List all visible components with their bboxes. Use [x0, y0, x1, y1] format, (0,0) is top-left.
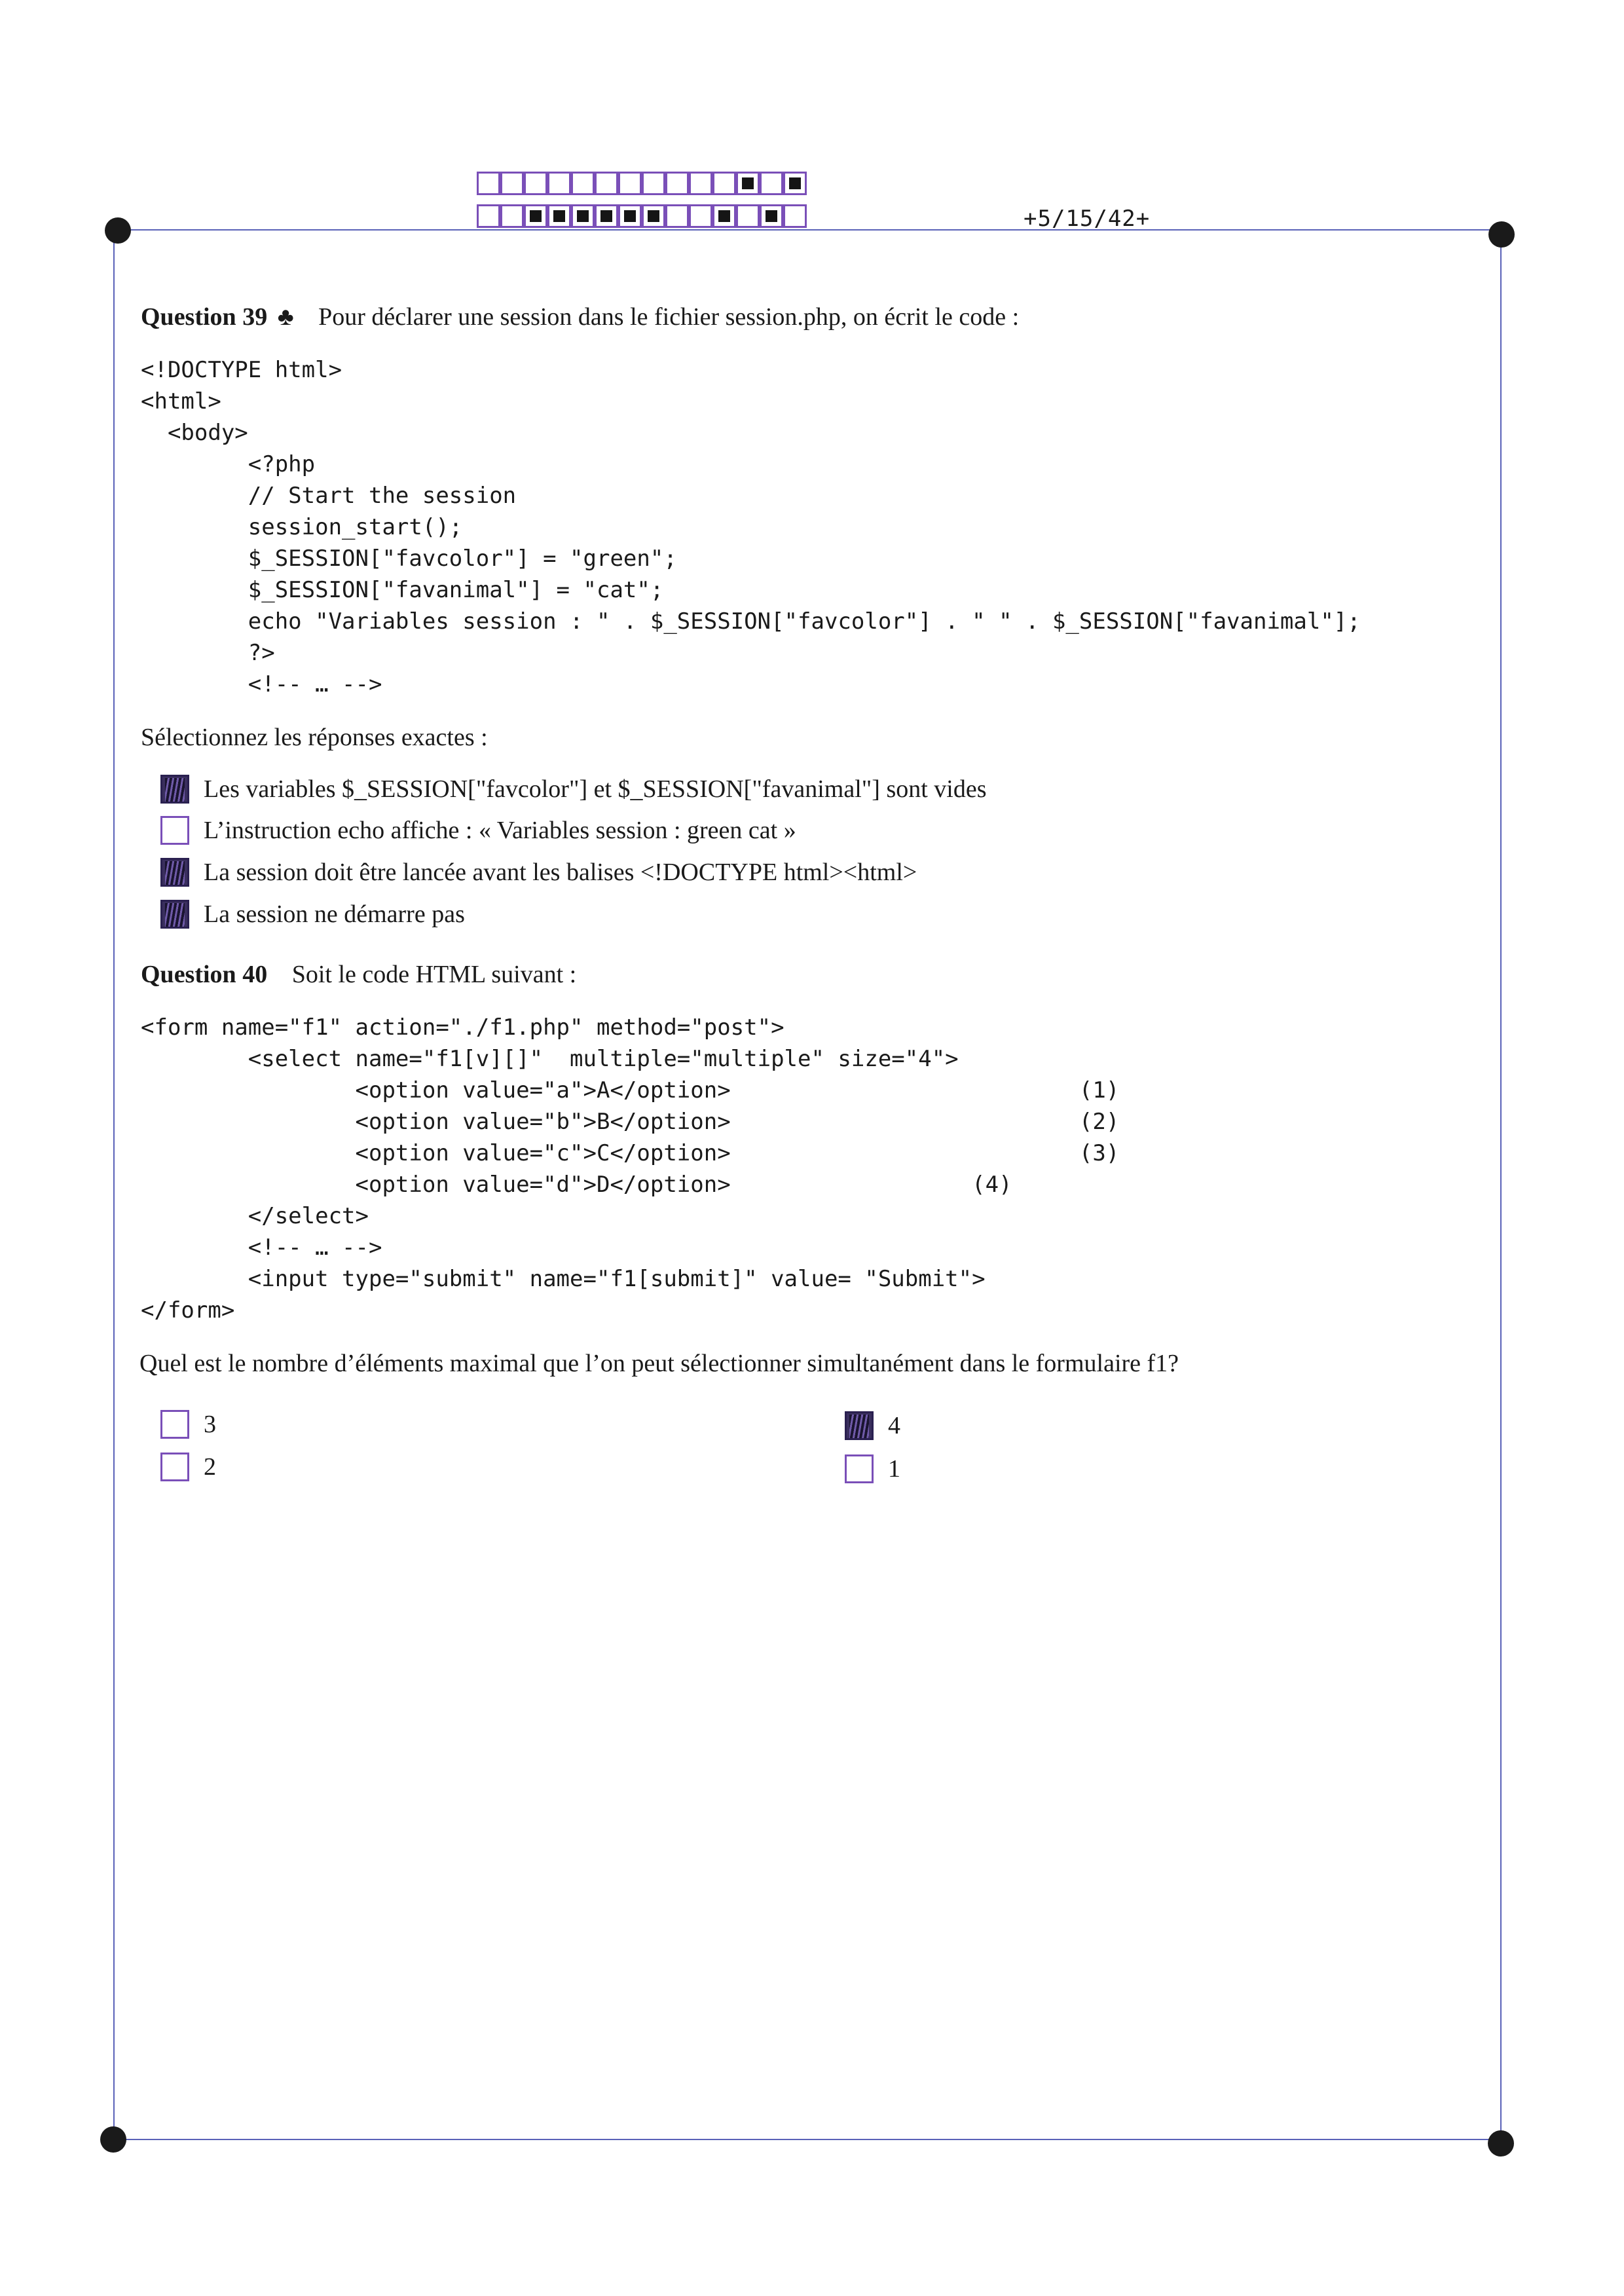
- code-line: <!-- … -->: [141, 671, 382, 697]
- question-40-label: Question 40: [141, 961, 268, 988]
- barcode-cell: [547, 172, 571, 195]
- barcode-cell: [736, 172, 760, 195]
- barcode-cell: [689, 204, 712, 228]
- barcode-cell: [595, 204, 618, 228]
- corner-mark-top-left: [105, 217, 131, 244]
- code-line: <!-- … -->: [141, 1234, 382, 1261]
- question-39-prompt: Sélectionnez les réponses exactes :: [141, 724, 488, 751]
- frame-bottom-line: [113, 2139, 1502, 2140]
- barcode-cell: [642, 204, 665, 228]
- answer-label: L’instruction echo affiche : « Variables session : green cat »: [204, 817, 796, 844]
- barcode-cell: [665, 172, 689, 195]
- code-line: // Start the session: [141, 483, 517, 509]
- code-line: session_start();: [141, 514, 463, 540]
- barcode-cell: [689, 172, 712, 195]
- code-line: $_SESSION["favanimal"] = "cat";: [141, 577, 664, 603]
- answer-label: 2: [204, 1453, 216, 1481]
- code-line: $_SESSION["favcolor"] = "green";: [141, 546, 677, 572]
- question-40-prompt: Quel est le nombre d’éléments maximal que l’on peut sélectionner simultanément dans le formulaire f1?: [139, 1350, 1179, 1377]
- answer-label: 1: [888, 1455, 900, 1483]
- barcode-cell: [783, 172, 807, 195]
- code-line: <option value="c">C</option> (3): [141, 1140, 1120, 1166]
- answer-checkbox[interactable]: [160, 1453, 189, 1481]
- frame-left-line: [113, 231, 115, 2139]
- barcode-cell: [783, 204, 807, 228]
- answer-label: 4: [888, 1412, 900, 1439]
- barcode-cell: [500, 172, 524, 195]
- question-40-answer-4[interactable]: [845, 1454, 900, 1483]
- club-icon: ♣: [277, 303, 294, 331]
- answer-checkbox[interactable]: [160, 858, 189, 887]
- code-line: <body>: [141, 420, 248, 446]
- corner-mark-bottom-right: [1488, 2130, 1514, 2157]
- frame-right-line: [1500, 234, 1502, 2140]
- question-40-answer-3[interactable]: [160, 1453, 216, 1481]
- code-line: </form>: [141, 1297, 235, 1324]
- answer-checkbox[interactable]: [845, 1454, 874, 1483]
- barcode-cell: [665, 204, 689, 228]
- question-39-label: Question 39 ♣: [141, 303, 294, 331]
- code-line: </select>: [141, 1203, 369, 1229]
- code-line: ?>: [141, 640, 275, 666]
- code-line: <option value="b">B</option> (2): [141, 1109, 1120, 1135]
- frame-top-line: [118, 229, 1501, 231]
- code-line: <?php: [141, 451, 316, 477]
- answer-checkbox[interactable]: [160, 775, 189, 804]
- barcode-cell: [642, 172, 665, 195]
- question-40-header: [141, 960, 576, 989]
- question-39-answer-1[interactable]: [160, 775, 987, 804]
- barcode-cell: [571, 204, 595, 228]
- barcode-cell: [618, 204, 642, 228]
- question-39-answer-4[interactable]: [160, 900, 465, 929]
- question-39-answer-2[interactable]: [160, 816, 796, 845]
- barcode-cell: [712, 204, 736, 228]
- barcode-row-1: [477, 172, 807, 195]
- answer-label: La session ne démarre pas: [204, 900, 465, 928]
- question-39-answer-3[interactable]: [160, 858, 917, 887]
- barcode-cell: [547, 204, 571, 228]
- answer-label: 3: [204, 1411, 216, 1438]
- question-39-header: [141, 303, 1019, 331]
- answer-checkbox[interactable]: [160, 816, 189, 845]
- question-39-text: Pour déclarer une session dans le fichier session.php, on écrit le code :: [318, 303, 1020, 331]
- code-line: echo "Variables session : " . $_SESSION["favcolor"] . " " . $_SESSION["favanimal"];: [141, 608, 1361, 635]
- barcode-cell: [477, 204, 500, 228]
- corner-mark-top-right: [1488, 221, 1515, 248]
- page-identifier: +5/15/42+: [1024, 206, 1151, 232]
- code-line: <html>: [141, 388, 221, 415]
- question-40-text: Soit le code HTML suivant :: [291, 961, 577, 988]
- barcode-cell: [595, 172, 618, 195]
- answer-checkbox[interactable]: [845, 1411, 874, 1440]
- code-line: <form name="f1" action="./f1.php" method="post">: [141, 1014, 784, 1041]
- barcode-cell: [760, 204, 783, 228]
- answer-label: Les variables $_SESSION["favcolor"] et $_SESSION["favanimal"] sont vides: [204, 775, 987, 803]
- answer-checkbox[interactable]: [160, 1410, 189, 1439]
- barcode-cell: [618, 172, 642, 195]
- barcode-row-2: [477, 204, 807, 228]
- answer-checkbox[interactable]: [160, 900, 189, 929]
- code-line: <option value="a">A</option> (1): [141, 1077, 1120, 1103]
- barcode-cell: [712, 172, 736, 195]
- barcode-cell: [500, 204, 524, 228]
- barcode-cell: [524, 172, 547, 195]
- code-line: <input type="submit" name="f1[submit]" value= "Submit">: [141, 1266, 986, 1292]
- code-line: <select name="f1[v][]" multiple="multiple" size="4">: [141, 1046, 959, 1072]
- answer-label: La session doit être lancée avant les balises <!DOCTYPE html><html>: [204, 859, 917, 886]
- barcode-cell: [524, 204, 547, 228]
- barcode-cell: [736, 204, 760, 228]
- barcode-cell: [477, 172, 500, 195]
- code-line: <option value="d">D</option> (4): [141, 1172, 1012, 1198]
- corner-mark-bottom-left: [100, 2126, 126, 2153]
- question-40-answer-1[interactable]: [160, 1410, 216, 1439]
- barcode-cell: [571, 172, 595, 195]
- code-line: <!DOCTYPE html>: [141, 357, 342, 383]
- question-40-answer-2[interactable]: [845, 1411, 900, 1440]
- barcode-cell: [760, 172, 783, 195]
